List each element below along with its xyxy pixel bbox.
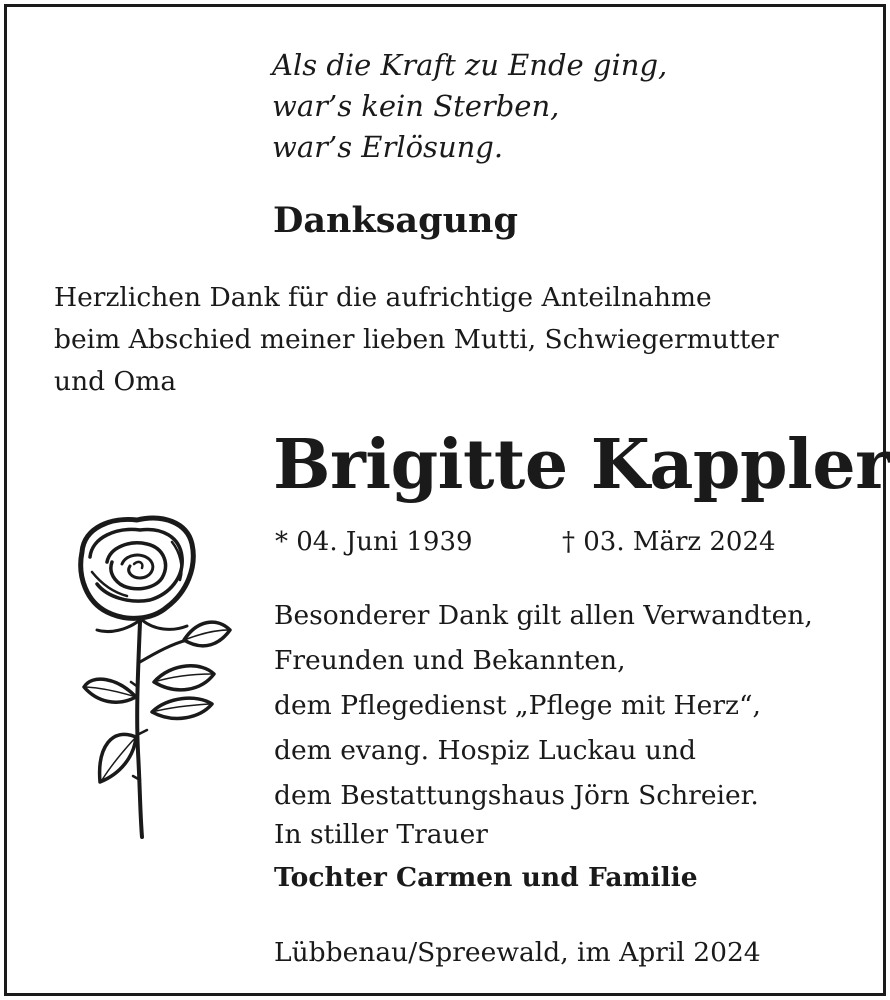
thanks-line: dem Pflegedienst „Pflege mit Herz“, [274,690,761,721]
intro-line: beim Abschied meiner lieben Mutti, Schwiegermutter [54,324,779,355]
notice-heading: Danksagung [273,200,518,241]
motto-verse [272,45,667,168]
thanks-line: dem Bestattungshaus Jörn Schreier. [274,780,759,811]
intro-text [54,277,779,403]
motto-line: war’s kein Sterben, [272,89,560,123]
place-date: Lübbenau/Spreewald, im April 2024 [274,937,761,968]
thanks-text [274,593,813,818]
death-date: † 03. März 2024 [562,527,776,557]
deceased-name: Brigitte Kappler [273,425,890,505]
intro-line: und Oma [54,366,177,397]
signature: Tochter Carmen und Familie [274,862,698,893]
closing-phrase: In stiller Trauer [274,819,488,850]
intro-line: Herzlichen Dank für die aufrichtige Anteilnahme [54,282,712,313]
thanks-line: dem evang. Hospiz Luckau und [274,735,696,766]
thanks-line: Freunden und Bekannten, [274,645,626,676]
motto-line: war’s Erlösung. [272,130,504,164]
birth-date: * 04. Juni 1939 [275,527,473,557]
rose-icon [62,512,242,842]
motto-line: Als die Kraft zu Ende ging, [272,48,668,82]
thanks-line: Besonderer Dank gilt allen Verwandten, [274,600,813,631]
obituary-notice [4,4,890,996]
